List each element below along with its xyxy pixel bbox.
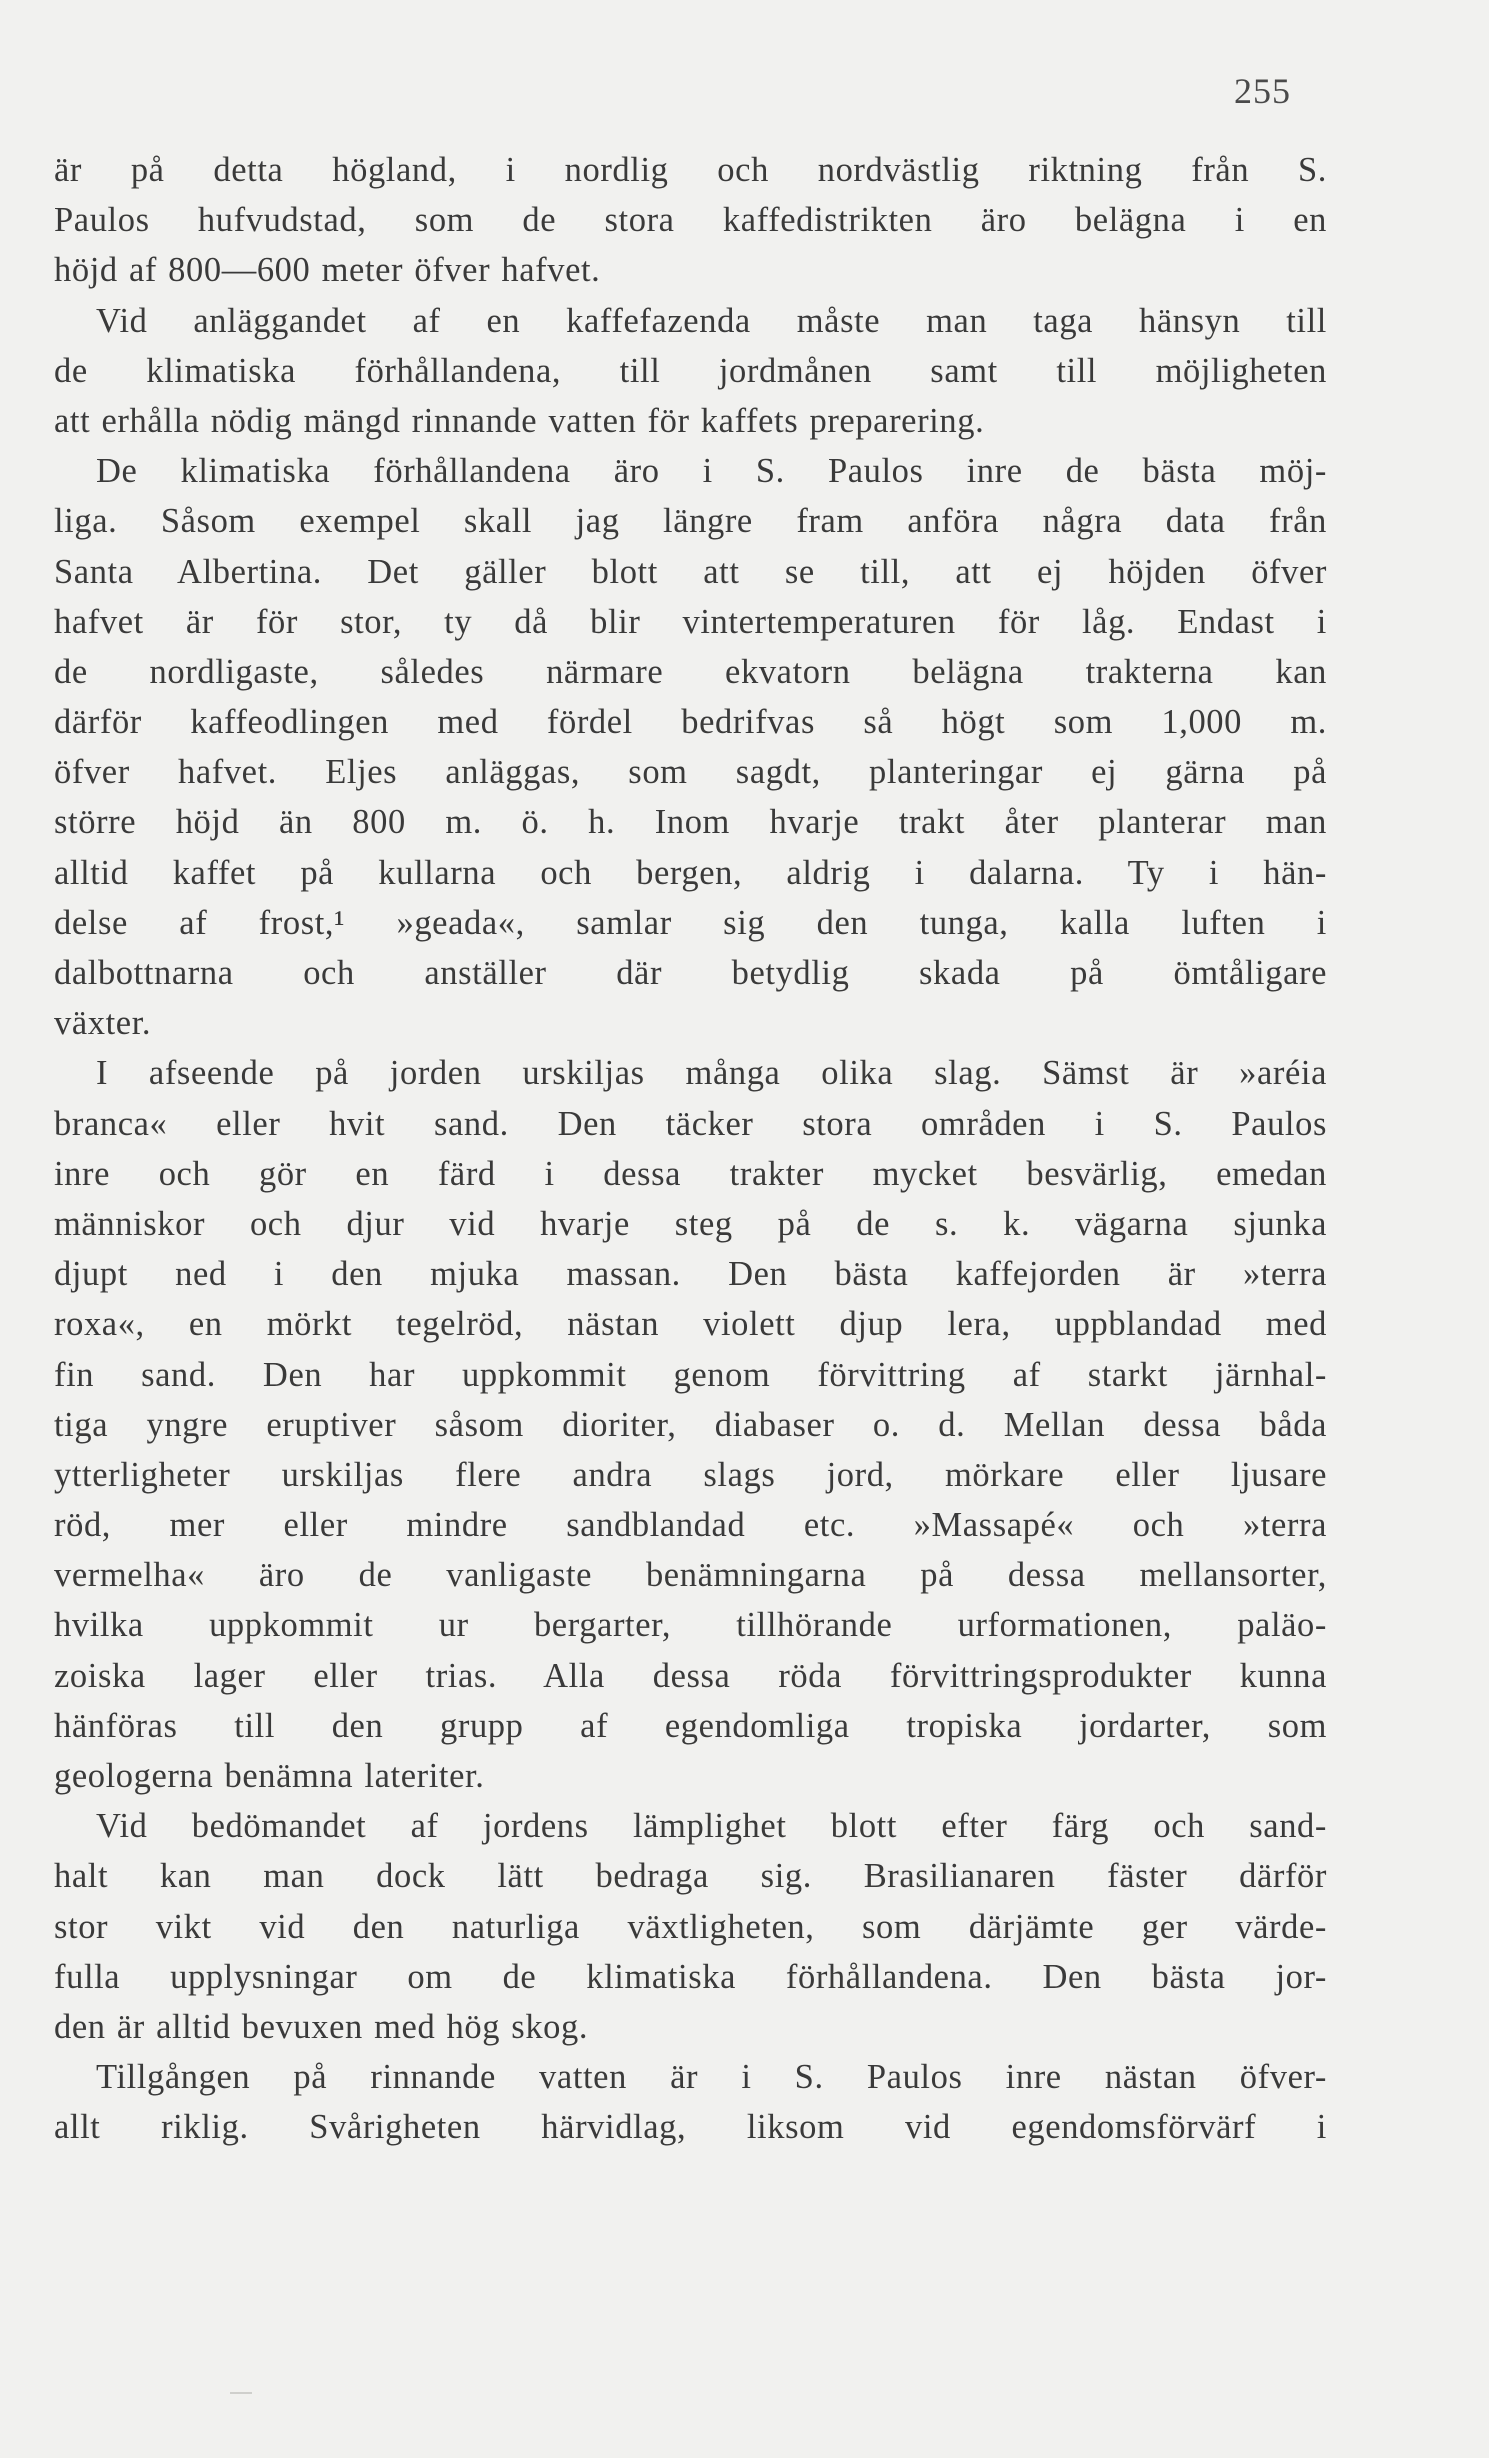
text-line: I afseende på jorden urskiljas många olika slag. Sämst är »aréia [96,1054,1327,1093]
text-line: geologerna benämna lateriter. [54,1757,485,1795]
text-line: halt kan man dock lätt bedraga sig. Brasilianaren fäster därför [54,1857,1327,1896]
text-line: alltid kaffet på kullarna och bergen, aldrig i dalarna. Ty i hän- [54,853,1327,892]
text-line: hänföras till den grupp af egendomliga tropiska jordarter, som [54,1706,1327,1745]
text-line: Vid bedömandet af jordens lämplighet blott efter färg och sand- [96,1807,1327,1846]
text-line: djupt ned i den mjuka massan. Den bästa kaffejorden är »terra [54,1255,1327,1294]
text-line: att erhålla nödig mängd rinnande vatten för kaffets preparering. [54,401,985,440]
text-line: Vid anläggandet af en kaffefazenda måste man taga hänsyn till [96,301,1327,340]
text-line: de klimatiska förhållandena, till jordmånen samt till möjligheten [54,351,1327,390]
text-line: branca« eller hvit sand. Den täcker stora områden i S. Paulos [54,1104,1327,1143]
text-line: Santa Albertina. Det gäller blott att se till, att ej höjden öfver [54,552,1327,591]
text-line: människor och djur vid hvarje steg på de s. k. vägarna sjunka [54,1204,1327,1243]
text-line: Paulos hufvudstad, som de stora kaffedistrikten äro belägna i en [54,201,1327,240]
text-line: röd, mer eller mindre sandblandad etc. »Massapé« och »terra [54,1506,1327,1545]
text-line: höjd af 800—600 meter öfver hafvet. [54,251,601,290]
text-line: liga. Såsom exempel skall jag längre fram anföra några data från [54,502,1327,541]
text-line: inre och gör en färd i dessa trakter mycket besvärlig, emedan [54,1154,1327,1193]
text-line: stor vikt vid den naturliga växtligheten, som därjämte ger värde- [54,1907,1327,1946]
text-line: öfver hafvet. Eljes anläggas, som sagdt, planteringar ej gärna på [54,753,1327,792]
text-line: hafvet är för stor, ty då blir vintertemperaturen för låg. Endast i [54,602,1327,641]
footnote-rule [230,2392,252,2394]
text-line: zoiska lager eller trias. Alla dessa röda förvittringsprodukter kunna [54,1656,1327,1695]
text-line: den är alltid bevuxen med hög skog. [54,2007,589,2046]
text-line: fulla upplysningar om de klimatiska förhållandena. Den bästa jor- [54,1957,1327,1996]
body-text [54,145,1327,2153]
text-line: De klimatiska förhållandena äro i S. Paulos inre de bästa möj- [96,452,1327,491]
text-line: är på detta högland, i nordlig och nordvästlig riktning från S. [54,151,1327,189]
text-line: delse af frost,¹ »geada«, samlar sig den tunga, kalla luften i [54,903,1327,942]
text-line: därför kaffeodlingen med fördel bedrifvas så högt som 1,000 m. [54,703,1327,742]
text-line: växter. [54,1004,152,1043]
text-line: tiga yngre eruptiver såsom dioriter, diabaser o. d. Mellan dessa båda [54,1405,1327,1444]
text-line: större höjd än 800 m. ö. h. Inom hvarje trakt åter planterar man [54,803,1327,842]
text-line: allt riklig. Svårigheten härvidlag, liksom vid egendomsförvärf i [54,2108,1327,2147]
text-line: Tillgången på rinnande vatten är i S. Paulos inre nästan öfver- [96,2058,1327,2097]
page-number: 255 [1234,71,1291,111]
text-line: roxa«, en mörkt tegelröd, nästan violett djup lera, uppblandad med [54,1305,1327,1344]
text-line: fin sand. Den har uppkommit genom förvittring af starkt järnhal- [54,1355,1327,1394]
text-line: dalbottnarna och anställer där betydlig skada på ömtåligare [54,954,1327,992]
text-line: de nordligaste, således närmare ekvatorn belägna trakterna kan [54,652,1327,691]
text-line: vermelha« äro de vanligaste benämningarna på dessa mellansorter, [54,1556,1327,1595]
text-line: hvilka uppkommit ur bergarter, tillhörande urformationen, paläo- [54,1606,1327,1645]
text-line: ytterligheter urskiljas flere andra slags jord, mörkare eller ljusare [54,1455,1327,1494]
